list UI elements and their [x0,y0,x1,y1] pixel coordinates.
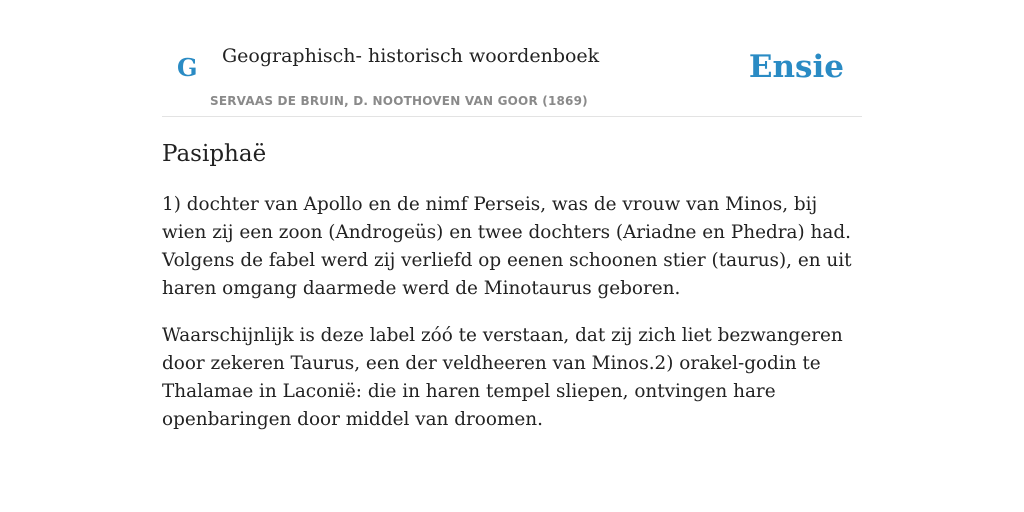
book-logo-letter: G [177,53,198,82]
entry-paragraph: Waarschijnlijk is deze label zóó te verstaan, dat zij zich liet bezwangeren door zekeren Taurus, een der veldheeren van Minos.2) orakel-godin te Thalamae in Laconië: die in haren tempel sliepen, ontvingen hare openbaringen door middel van droomen. [162,325,843,430]
book-author: SERVAAS DE BRUIN, D. NOOTHOVEN VAN GOOR (1869) [210,94,588,108]
entry-title: Pasiphaë [162,141,267,167]
book-header [162,36,862,117]
entry-body [162,191,862,453]
book-title[interactable]: Geographisch- historisch woordenboek [222,45,600,67]
entry-paragraph: 1) dochter van Apollo en de nimf Perseis, was de vrouw van Minos, bij wien zij een zoon (Androgeüs) en twee dochters (Ariadne en Phedra) had. Volgens de fabel werd zij verliefd op eenen schoonen stier (taurus), en uit haren omgang daarmede werd de Minotaurus geboren. [162,194,852,299]
ensie-logo-link[interactable]: Ensie [748,49,844,85]
